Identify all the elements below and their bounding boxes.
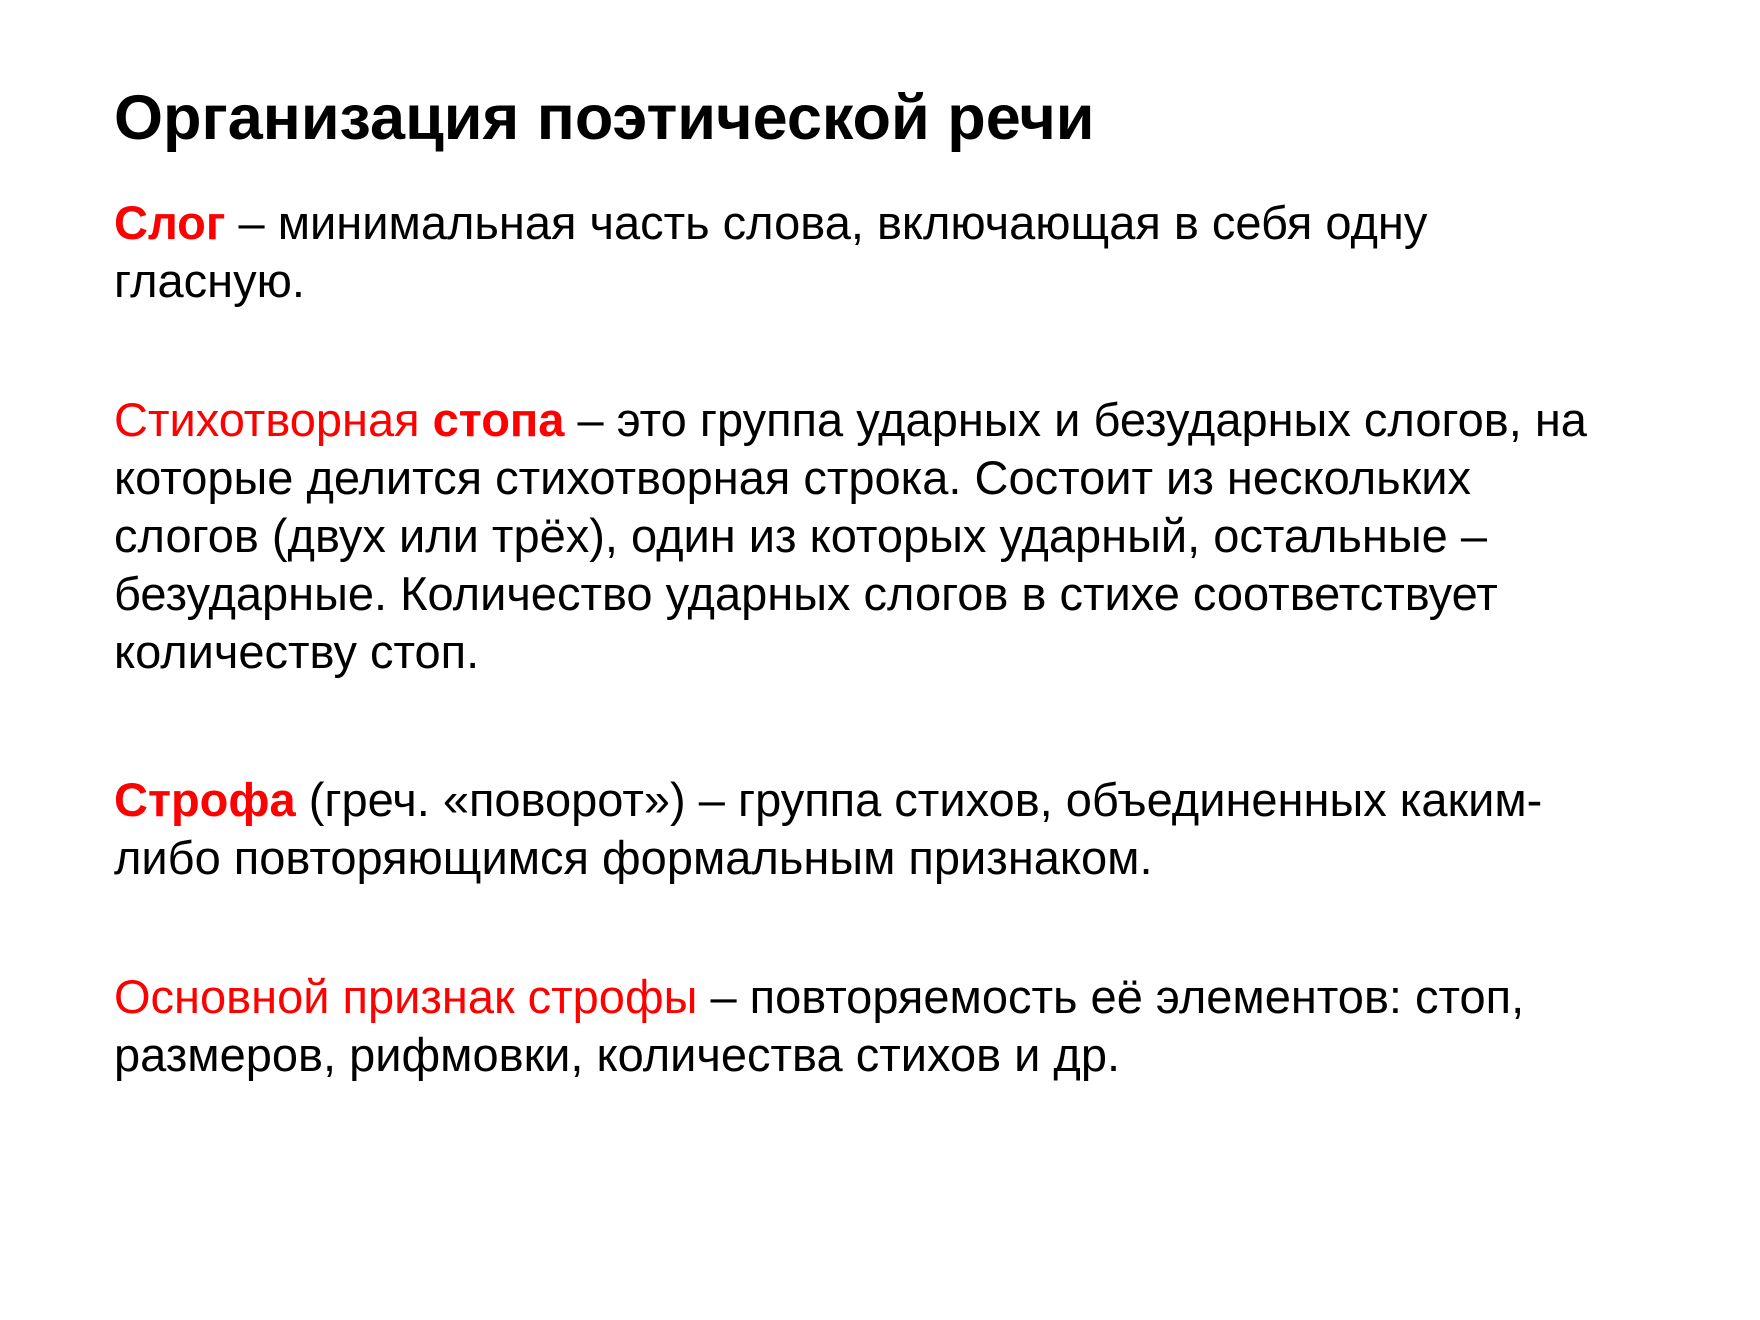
term-stanza: Строфа bbox=[114, 773, 296, 826]
term-foot: стопа bbox=[432, 393, 565, 446]
definition-text: – это группа ударных и безударных слогов, на bbox=[564, 393, 1587, 446]
term-prefix-poetic: Стихотворная bbox=[114, 393, 433, 446]
term-syllable: Слог bbox=[114, 196, 226, 249]
slide-title: Организация поэтической речи bbox=[114, 83, 1095, 153]
definition-text: – повторяемость её элементов: стоп, bbox=[697, 970, 1525, 1023]
definition-text: либо повторяющимся формальным признаком. bbox=[114, 831, 1153, 884]
definition-text: которые делится стихотворная строка. Состоит из нескольких bbox=[114, 451, 1471, 504]
definition-stanza-feature bbox=[114, 968, 1524, 1084]
definition-text: гласную. bbox=[114, 254, 305, 307]
definition-text: слогов (двух или трёх), один из которых ударный, остальные – bbox=[114, 509, 1487, 562]
definition-text: размеров, рифмовки, количества стихов и др. bbox=[114, 1028, 1121, 1081]
definition-metrical-foot bbox=[114, 391, 1587, 681]
definition-text: (греч. «поворот») – группа стихов, объединенных каким- bbox=[295, 773, 1543, 826]
definition-text: безударные. Количество ударных слогов в стихе соответствует bbox=[114, 567, 1498, 620]
definition-syllable bbox=[114, 194, 1427, 310]
definition-stanza bbox=[114, 771, 1542, 887]
definition-text: количеству стоп. bbox=[114, 625, 480, 678]
definition-text: – минимальная часть слова, включающая в себя одну bbox=[225, 196, 1428, 249]
term-stanza-feature: Основной признак строфы bbox=[114, 970, 698, 1023]
